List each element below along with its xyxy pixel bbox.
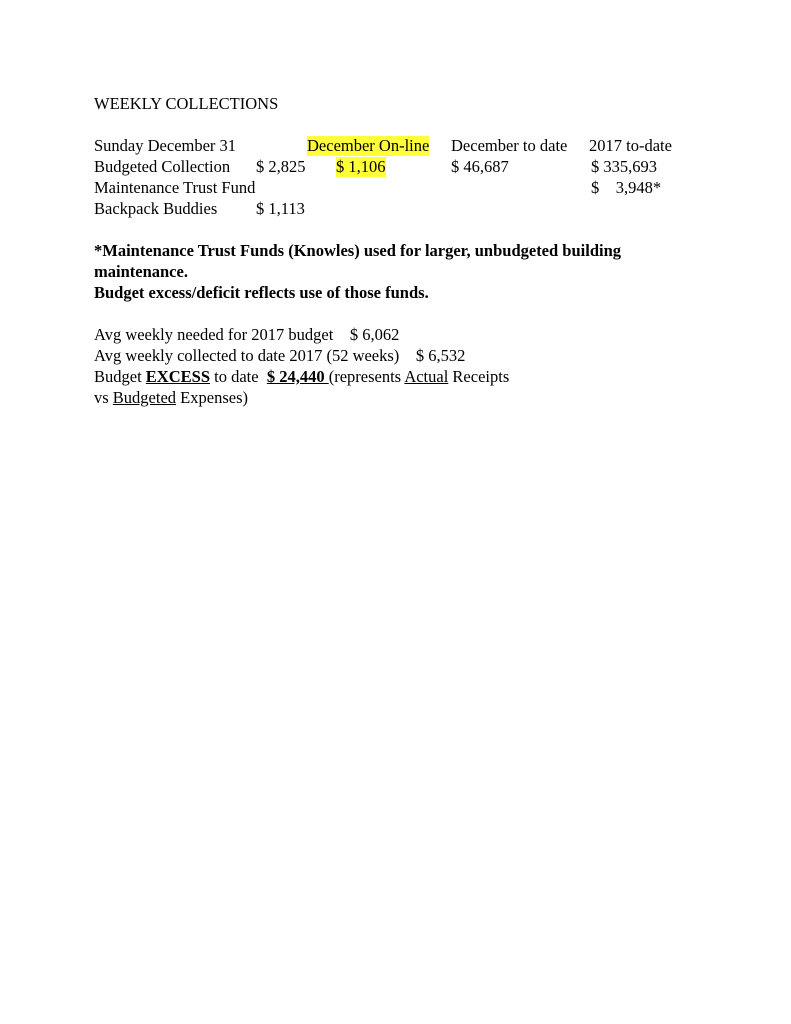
avg-collected-line — [94, 346, 465, 366]
avg-needed-value: $ 6,062 — [349, 325, 400, 344]
page-title: WEEKLY COLLECTIONS — [94, 94, 279, 113]
row-year-maintenance: $ 3,948* — [591, 178, 662, 197]
row-online-budgeted: $ 1,106 — [336, 157, 386, 176]
receipts-word: Receipts — [452, 367, 510, 386]
budget-status-line-2 — [94, 388, 248, 408]
col-header-year: 2017 to-date — [589, 136, 672, 155]
expenses-word: Expenses) — [180, 388, 248, 407]
row-label-maintenance: Maintenance Trust Fund — [94, 178, 256, 197]
budget-mid: to date — [214, 367, 259, 386]
avg-collected-label: Avg weekly collected to date 2017 (52 weeks) — [94, 346, 400, 365]
note-line-2: maintenance. — [94, 262, 188, 281]
row-year-budgeted: $ 335,693 — [591, 157, 657, 176]
row-label-backpack: Backpack Buddies — [94, 199, 218, 218]
note-line-1: *Maintenance Trust Funds (Knowles) used for larger, unbudgeted building — [94, 241, 622, 260]
avg-needed-line — [94, 325, 399, 345]
date-label: Sunday December 31 — [94, 136, 237, 155]
budget-status: EXCESS — [145, 367, 210, 386]
vs-word: vs — [94, 388, 109, 407]
avg-collected-value: $ 6,532 — [415, 346, 466, 365]
row-month-budgeted: $ 46,687 — [451, 157, 509, 176]
actual-word: Actual — [404, 367, 449, 386]
row-weekly-budgeted: $ 2,825 — [256, 157, 306, 176]
row-label-budgeted: Budgeted Collection — [94, 157, 231, 176]
budget-prefix: Budget — [94, 367, 142, 386]
budgeted-word: Budgeted — [112, 388, 177, 407]
col-header-online: December On-line — [307, 136, 430, 155]
represents-open: (represents — [328, 367, 402, 386]
note-line-3: Budget excess/deficit reflects use of those funds. — [94, 283, 429, 302]
budget-status-line — [94, 367, 509, 387]
avg-needed-label: Avg weekly needed for 2017 budget — [94, 325, 334, 344]
row-weekly-backpack: $ 1,113 — [256, 199, 305, 218]
budget-amount: $ 24,440 — [266, 367, 325, 386]
col-header-month: December to date — [451, 136, 568, 155]
